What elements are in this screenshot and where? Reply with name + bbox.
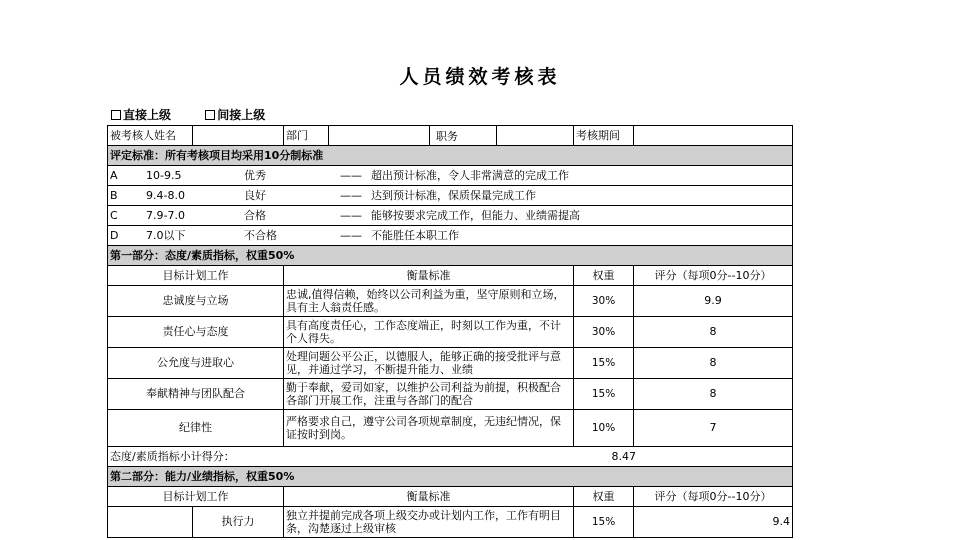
grade: D (110, 228, 119, 242)
criteria-level-row (108, 226, 793, 246)
col-item-header: 目标计划工作 (108, 487, 284, 507)
period-value-cell[interactable] (634, 126, 793, 146)
range: 10-9.5 (146, 168, 182, 182)
grade-desc: 达到预计标准，保质保量完成工作 (371, 188, 536, 202)
col-standard-header: 衡量标准 (284, 266, 574, 286)
part2-title: 第二部分：能力/业绩指标，权重50% (108, 467, 793, 487)
grade: A (110, 168, 118, 182)
item-score[interactable]: 9.4 (634, 507, 793, 538)
dash: —— (340, 228, 362, 242)
position-cell[interactable] (430, 126, 574, 146)
table-row (108, 379, 793, 410)
item-name: 责任心与态度 (108, 317, 284, 348)
indirect-superior-option[interactable] (205, 106, 265, 123)
item-score[interactable]: 9.9 (634, 286, 793, 317)
item-score[interactable]: 8 (634, 317, 793, 348)
part1-title: 第一部分：态度/素质指标，权重50% (108, 246, 793, 266)
range: 9.4-8.0 (146, 188, 185, 202)
item-weight: 15% (574, 348, 634, 379)
grade-name: 不合格 (244, 228, 277, 242)
item-weight: 30% (574, 317, 634, 348)
dash: —— (340, 168, 362, 182)
col-standard-header: 衡量标准 (284, 487, 574, 507)
range: 7.0以下 (146, 228, 186, 242)
grade-name: 合格 (244, 208, 266, 222)
item-weight: 10% (574, 410, 634, 447)
item-weight: 15% (574, 379, 634, 410)
position-label: 职务 (436, 130, 458, 143)
cell-divider (496, 126, 497, 145)
indirect-superior-label: 间接上级 (217, 108, 266, 122)
item-name: 纪律性 (108, 410, 284, 447)
item-standard: 严格要求自己，遵守公司各项规章制度，无违纪情况，保证按时到岗。 (284, 410, 574, 447)
header-row (108, 126, 793, 146)
item-standard: 勤于奉献，爱司如家，以维护公司利益为前提，积极配合各部门开展工作，注重与各部门的配合 (284, 379, 574, 410)
table-row (108, 348, 793, 379)
item-score[interactable]: 7 (634, 410, 793, 447)
direct-superior-label: 直接上级 (123, 108, 172, 122)
criteria-title: 评定标准：所有考核项目均采用10分制标准 (108, 146, 793, 166)
subtotal-label: 态度/素质指标小计得分： (108, 447, 574, 467)
criteria-level-row (108, 206, 793, 226)
grade-desc: 能够按要求完成工作，但能力、业绩需提高 (371, 208, 580, 222)
dash: —— (340, 208, 362, 222)
criteria-level-row (108, 166, 793, 186)
checkbox-icon[interactable] (111, 110, 121, 120)
item-score[interactable]: 8 (634, 379, 793, 410)
dept-label: 部门 (284, 126, 329, 146)
page-title: 人员绩效考核表 (399, 66, 561, 88)
table-row (108, 286, 793, 317)
item-standard: 独立并提前完成各项上级交办或计划内工作，工作有明目条，沟楚逐过上级审核 (284, 507, 574, 538)
period-label: 考核期间 (574, 126, 634, 146)
checkbox-icon[interactable] (205, 110, 215, 120)
item-weight: 15% (574, 507, 634, 538)
part2-header-row (108, 487, 793, 507)
col-score-header: 评分（每项0分--10分） (634, 266, 793, 286)
name-label: 被考核人姓名 (108, 126, 193, 146)
item-standard: 忠诚,值得信赖，始终以公司利益为重，坚守原则和立场，具有主人翁责任感。 (284, 286, 574, 317)
item-standard: 处理问题公平公正，以德服人，能够正确的接受批评与意见，并通过学习，不断提升能力、业绩 (284, 348, 574, 379)
grade-name: 优秀 (244, 168, 266, 182)
range: 7.9-7.0 (146, 208, 185, 222)
appraisal-table (107, 125, 793, 538)
grade: C (110, 208, 118, 222)
col-weight-header: 权重 (574, 266, 634, 286)
table-row (108, 410, 793, 447)
name-value-cell[interactable] (193, 126, 284, 146)
grade: B (110, 188, 118, 202)
criteria-level-row (108, 186, 793, 206)
item-standard: 具有高度责任心，工作态度端正，时刻以工作为重，不计个人得失。 (284, 317, 574, 348)
col-item-header: 目标计划工作 (108, 266, 284, 286)
item-name: 忠诚度与立场 (108, 286, 284, 317)
col-weight-header: 权重 (574, 487, 634, 507)
dash: —— (340, 188, 362, 202)
part1-header-row (108, 266, 793, 286)
direct-superior-option[interactable] (111, 106, 171, 123)
item-weight: 30% (574, 286, 634, 317)
dept-value-cell[interactable] (329, 126, 430, 146)
table-row (108, 507, 793, 538)
item-name: 奉献精神与团队配合 (108, 379, 284, 410)
item-name: 执行力 (193, 507, 284, 538)
grade-desc: 不能胜任本职工作 (371, 228, 459, 242)
table-row (108, 317, 793, 348)
subtotal-row (108, 447, 793, 467)
grade-name: 良好 (244, 188, 266, 202)
subtotal-value: 8.47 (574, 447, 793, 467)
reviewer-checkboxes (111, 106, 265, 123)
item-score[interactable]: 8 (634, 348, 793, 379)
group-cell (108, 507, 193, 538)
col-score-header: 评分（每项0分--10分） (634, 487, 793, 507)
item-name: 公允度与进取心 (108, 348, 284, 379)
grade-desc: 超出预计标准，令人非常满意的完成工作 (371, 168, 569, 182)
